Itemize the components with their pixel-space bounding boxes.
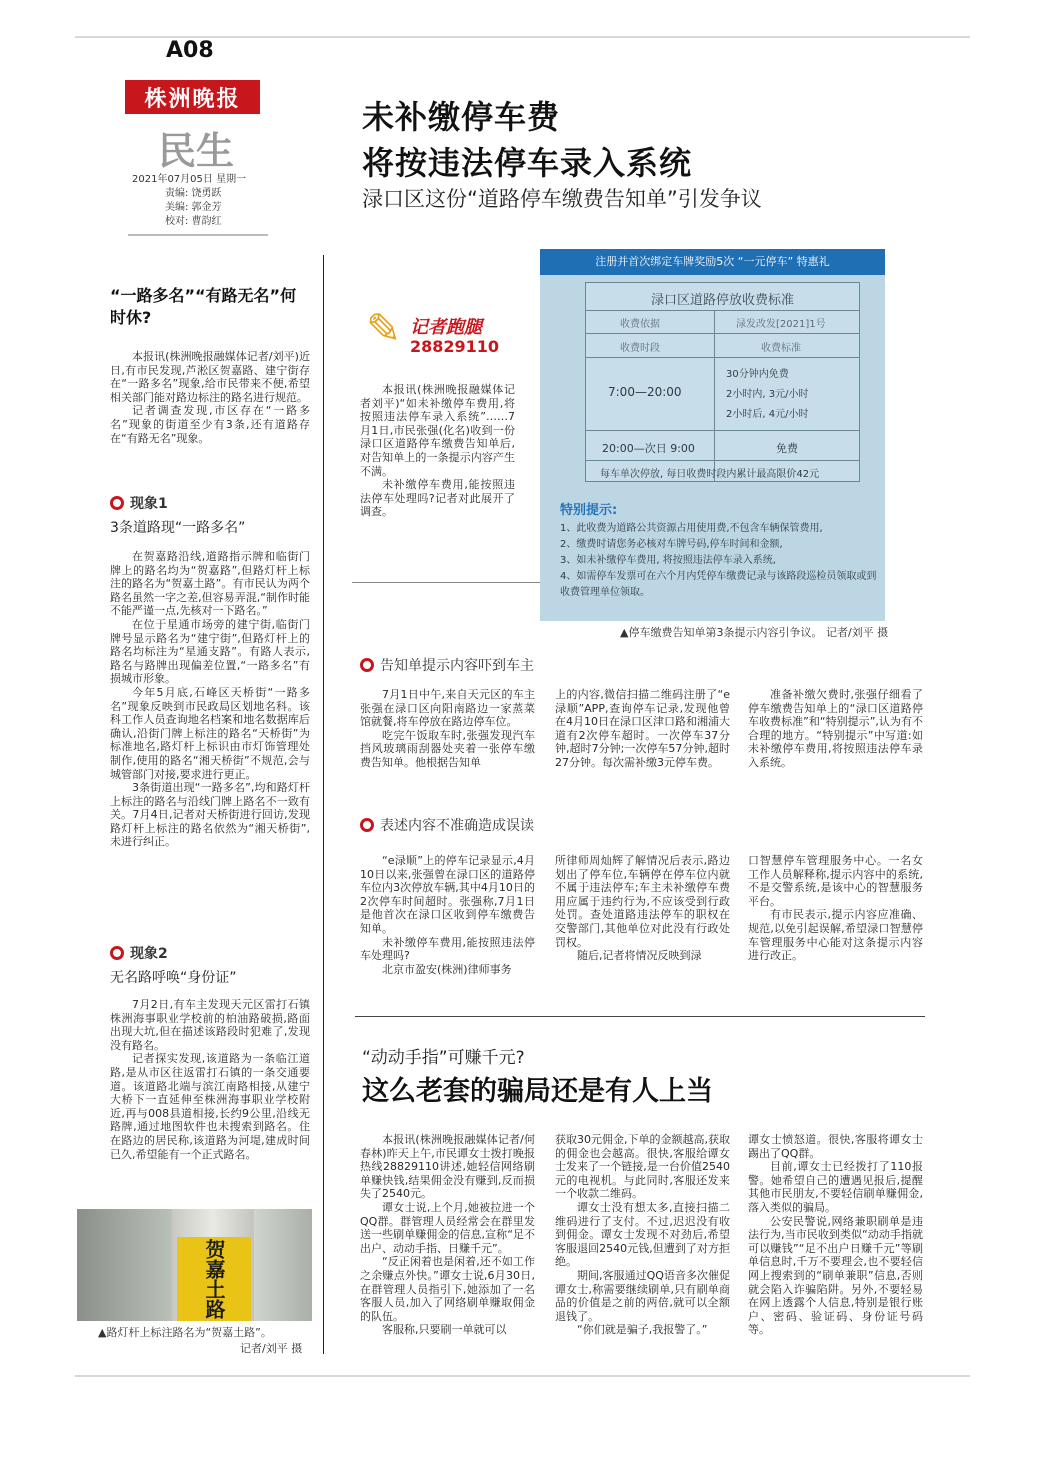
notice-photo-caption: ▲停车缴费告知单第3条提示内容引争议。 记者/刘平 摄 xyxy=(620,626,889,639)
fee-day-time: 7:00—20:00 xyxy=(608,385,682,399)
section-2-col-2 xyxy=(555,854,730,963)
bot-c3-p2: 目前,谭女士已经拨打了110报警。她希望自己的遭遇见报后,提醒其他市民朋友,不要轻信刷单赚佣金,落入类似的骗局。 xyxy=(748,1160,923,1214)
ph2-p1: 7月2日,有车主发现天元区雷打石镇株洲海事职业学校前的柏油路破损,路面出现大坑,但在描述该路段时犯难了,发现没有路名。 xyxy=(110,998,310,1052)
staff-designer: 美编: 郭金芳 xyxy=(165,202,222,213)
fee-table-title: 渌口区道路停放收费标准 xyxy=(650,293,794,308)
fee-col-line xyxy=(714,310,715,482)
phenomenon-2-title: 无名路呼唤“身份证” xyxy=(110,970,237,986)
section-2-col-1 xyxy=(360,854,535,976)
red-circle-icon xyxy=(360,818,374,832)
phenomenon-2-label: 现象2 xyxy=(130,946,168,962)
ph1-p4: 3条街道出现“一路多名”,均和路灯杆上标注的路名与沿线门牌上路名不一致有关。7月4日,记者对天桥街进行回访,发现路灯杆上标注的路名依然为“湘天桥街”,未进行纠正。 xyxy=(110,781,310,849)
notice-banner-text: 注册并首次绑定车牌奖励5次 “一元停车” 特惠礼 xyxy=(595,255,830,268)
sec1-c3-p1: 准备补缴欠费时,张强仔细看了停车缴费告知单上的“渌口区道路停车收费标准”和“特别提示”,认为有不合理的地方。“特别提示”中写道:如未补缴停车费用,将按照违法停车录入系统。 xyxy=(748,688,923,769)
left-intro xyxy=(110,350,310,445)
phenomenon-1-label: 现象1 xyxy=(130,496,168,512)
tip-1: 1、此收费为道路公共资源占用使用费,不包含车辆保管费用, xyxy=(560,523,823,534)
hotline-label: 记者跑腿 xyxy=(410,317,482,338)
bot-c2-p4: “你们就是骗子,我报警了。” xyxy=(577,1323,708,1337)
sec2-c1-p1: “e渌顺”上的停车记录显示,4月10日以来,张强曾在渌口区的道路停车位内3次停放车辆,其中4月10日的2次停车时间超时。张强称,7月1日是他首次在渌口区收到停车缴费告知单。 xyxy=(360,854,535,935)
fee-row-line-1 xyxy=(586,310,859,311)
left-intro-p1: 本报讯(株洲晚报融媒体记者/刘平)近日,有市民发现,芦淞区贺嘉路、建宁街存在“一路多名”现象,给市民带来不便,希望相关部门能对路边标注的路名进行规范。 xyxy=(110,350,310,404)
phenomenon-2-text xyxy=(110,998,310,1161)
ph2-p2: 记者探实发现,该道路为一条临江道路,是从市区往返雷打石镇的一条交通要道。该道路北端与滨江南路相接,从建宁大桥下一直延伸至株洲海事职业学校附近,再与008县道相接,长约9公里,沿线无路牌,通过地图软件也未搜索到路名。住在路边的居民称,该道路为河堤,建成时间已久,希望能有一个正式路名。 xyxy=(110,1052,310,1161)
fee-std-label: 收费标准 xyxy=(761,343,801,354)
sec2-c1-p2: 未补缴停车费用,能按照违法停车处理吗? xyxy=(360,935,535,963)
sec2-c2-p1: 所律师周灿辉了解情况后表示,路边划出了停车位,车辆停在停车位内就不属于违法停车;车主未补缴停车费用应属于违约行为,不应该受到行政处罚。查处道路违法停车的职权在交警部门,其他单位对此没有行政处罚权。 xyxy=(555,854,730,949)
section-1-col-3 xyxy=(748,688,923,770)
fee-night-time: 20:00—次日 9:00 xyxy=(602,442,695,455)
sec2-c3-p2: 有市民表示,提示内容应准确、规范,以免引起误解,希望渌口智慧停车管理服务中心能对这条提示内容进行改正。 xyxy=(748,908,923,963)
fee-basis-value: 渌发改发[2021]1号 xyxy=(736,319,826,330)
main-headline-2: 将按违法停车录入系统 xyxy=(362,144,693,182)
bottom-col-2 xyxy=(555,1133,730,1337)
section-1-title: 告知单提示内容吓到车主 xyxy=(380,658,534,674)
section-name: 民生 xyxy=(158,128,235,173)
sec1-c1-p1: 7月1日中午,来自天元区的车主张强在渌口区向阳南路边一家蒸菜馆就餐,将车停放在路边停车位。 xyxy=(360,688,535,729)
road-sign-text: 贺嘉土路 xyxy=(202,1239,226,1319)
section-2-title: 表述内容不准确造成误读 xyxy=(380,818,534,834)
phenomenon-1-text xyxy=(110,550,310,849)
red-circle-icon xyxy=(110,946,124,960)
road-sign-band xyxy=(177,1237,251,1321)
main-intro-p2: 未补缴停车费用,能按照违法停车处理吗?记者对此展开了调查。 xyxy=(360,478,515,519)
hotline-number: 28829110 xyxy=(410,337,500,356)
section-2-heading xyxy=(360,815,534,835)
column-divider xyxy=(323,255,324,1354)
bot-c1-p3: “反正闲着也是闲着,还不如工作之余赚点外快。”谭女士说,6月30日,在群管理人员指引下,她添加了一名客服人员,加入了网络刷单赚取佣金的队伍。 xyxy=(360,1255,535,1323)
sec2-c3-p1: 口智慧停车管理服务中心。一名女工作人员解释称,提示内容中的系统,不是交警系统,是该中心的智慧服务平台。 xyxy=(748,854,923,908)
lamp-photo-credit: 记者/刘平 摄 xyxy=(240,1342,303,1355)
main-subheadline: 渌口区这份“道路停车缴费告知单”引发争议 xyxy=(362,187,762,211)
lamp-photo-caption: ▲路灯杆上标注路名为“贺嘉土路”。 xyxy=(98,1326,272,1339)
bottom-col-3 xyxy=(748,1133,923,1337)
bot-c3-p3: 公安民警说,网络兼职刷单是违法行为,当市民收到类似“动动手指就可以赚钱”“足不出户日赚千元”等刷单信息时,千万不要理会,也不要轻信网上搜索到的“刷单兼职”信息,否则就会陷入诈骗陷阱。另外,不要轻易在网上透露个人信息,特别是银行账户、密码、验证码、身份证号码等。 xyxy=(748,1214,923,1337)
bottom-col-1 xyxy=(360,1133,535,1337)
main-headline-1: 未补缴停车费 xyxy=(362,98,561,136)
masthead-rule xyxy=(128,234,268,236)
fee-night-std: 免费 xyxy=(776,442,798,455)
section-1-col-2 xyxy=(555,688,730,770)
red-circle-icon xyxy=(360,658,374,672)
sec2-c1-p3: 北京市盈安(株洲)律师事务 xyxy=(382,962,512,976)
tip-3: 3、如未补缴停车费用, 将按照违法停车录入系统, xyxy=(560,555,776,566)
phenomenon-1-title: 3条道路现“一路多名” xyxy=(110,520,246,536)
bot-c1-p2: 谭女士说,上个月,她被拉进一个QQ群。群管理人员经常会在群里发送一些刷单赚佣金的信息,宣称“足不出户、动动手指、日赚千元”。 xyxy=(360,1200,535,1255)
tips-title: 特别提示: xyxy=(560,503,618,518)
section-1-heading xyxy=(360,655,534,675)
tips-list xyxy=(560,521,878,601)
main-intro-p1: 本报讯(株洲晚报融媒体记者刘平)“如未补缴停车费用,将按照违法停车录入系统”……7月1日,市民张强(化名)收到一份渌口区道路停车缴费告知单后,对告知单上的一条提示内容产生不满。 xyxy=(360,383,515,478)
bottom-article-rule xyxy=(355,1016,925,1017)
tip-2: 2、缴费时请您务必核对车牌号码,停车时间和金额, xyxy=(560,539,783,550)
fee-cap: 每车单次停放, 每日收费时段内累计最高限价42元 xyxy=(600,469,820,480)
phenomenon-1-tag xyxy=(110,493,168,513)
lamp-post-photo xyxy=(77,1209,312,1321)
staff-proofreader: 校对: 曹韵红 xyxy=(165,216,222,227)
bot-c1-p1: 本报讯(株洲晚报融媒体记者/何春林)昨天上午,市民谭女士拨打晚报热线28829110讲述,她轻信网络刷单赚快钱,结果佣金没有赚到,反而损失了2540元。 xyxy=(360,1133,535,1201)
tip-4: 4、如需停车发票可在六个月内凭停车缴费记录与该路段巡检员领取或到收费管理单位领取。 xyxy=(560,571,877,598)
fee-day-std-2: 2小时内, 3元/小时 xyxy=(726,389,809,400)
hotline-badge xyxy=(366,303,516,363)
left-title: “一路多名”“有路无名”何时休? xyxy=(110,286,297,327)
speech-tail xyxy=(352,555,540,583)
ph1-p2: 在位于星通市场旁的建宁街,临街门牌号显示路名为“建宁街”,但路灯杆上的路名均标注为“星通支路”。有路人表示,路名与路牌出现偏差位置,“一路多名”有损城市形象。 xyxy=(110,617,310,686)
section-1-col-1 xyxy=(360,688,535,770)
fee-day-std-1: 30分钟内免费 xyxy=(726,369,789,380)
bot-c2-p3: 期间,客服通过QQ语音多次催促谭女士,称需要继续刷单,只有刷单商品的价值是之前的两倍,就可以全额退钱了。 xyxy=(555,1268,730,1323)
fee-row-line-2 xyxy=(586,333,859,334)
sec2-c2-p2: 随后,记者将情况反映到渌 xyxy=(577,949,702,963)
bot-c3-p1: 谭女士愤怒道。很快,客服将谭女士踢出了QQ群。 xyxy=(748,1133,923,1160)
phenomenon-2-tag xyxy=(110,943,168,963)
fee-day-std-3: 2小时后, 4元/小时 xyxy=(726,409,809,420)
sec1-c2-p1: 上的内容,微信扫描二维码注册了“e渌顺”APP,查询停车记录,发现他曾在4月10日在渌口区津口路和湘浦大道有2次停车超时。一次停车37分钟,超时7分钟;一次停车57分钟,超时27分钟。每次需补缴3元停车费。 xyxy=(555,688,730,769)
fee-time-label: 收费时段 xyxy=(620,343,660,354)
bot-c2-p1: 获取30元佣金,下单的金额越高,获取的佣金也会越高。很快,客服给谭女士发来了一个链接,是一台价值2540元的电视机。与此同时,客服还发来一个收款二维码。 xyxy=(555,1133,730,1201)
bottom-kicker: “动动手指”可赚千元? xyxy=(362,1048,525,1068)
bottom-rule xyxy=(75,1375,970,1377)
bot-c2-p2: 谭女士没有想太多,直接扫描二维码进行了支付。不过,迟迟没有收到佣金。谭女士发现不对劲后,希望客服退回2540元钱,但遭到了对方拒绝。 xyxy=(555,1200,730,1269)
section-2-col-3 xyxy=(748,854,923,963)
main-intro xyxy=(360,383,515,519)
page-number: A08 xyxy=(166,38,214,63)
bottom-headline: 这么老套的骗局还是有人上当 xyxy=(362,1076,713,1107)
ph1-p3: 今年5月底,石峰区天桥街“一路多名”现象反映到市民政局区划地名科。该科工作人员查询地名档案和地名数据库后确认,沿街门牌上标注的路名“天桥街”为标准地名,路灯杆上标识由市灯饰管理处制作,使用的路名“湘天桥街”不规范,会与城管部门对接,要求进行更正。 xyxy=(110,685,310,781)
red-circle-icon xyxy=(110,496,124,510)
fee-row-line-4 xyxy=(586,430,859,431)
staff-editor: 责编: 饶勇跃 xyxy=(165,188,222,199)
bot-c1-p4: 客服称,只要刷一单就可以 xyxy=(382,1323,507,1337)
left-intro-p2: 记者调查发现,市区存在“一路多名”现象的街道至少有3条,还有道路存在“有路无名”现象。 xyxy=(110,404,310,445)
runner-icon: ✎ xyxy=(366,304,402,353)
fee-table xyxy=(585,282,860,482)
notice-photo xyxy=(540,249,885,621)
fee-row-line-5 xyxy=(586,460,859,461)
paper-logo-text: 株洲晚报 xyxy=(144,85,241,112)
ph1-p1: 在贺嘉路沿线,道路指示牌和临街门牌上的路名均为“贺嘉路”,但路灯杆上标注的路名为“贺嘉土路”。有市民认为两个路名虽然一字之差,但容易弄混,“制作时能不能严谨一点,先核对一下路名。” xyxy=(110,550,310,618)
sec1-c1-p2: 吃完午饭取车时,张强发现汽车挡风玻璃雨刮器处夹着一张停车缴费告知单。他根据告知单 xyxy=(360,728,535,769)
notice-banner xyxy=(540,249,885,275)
fee-row-line-3 xyxy=(586,357,859,358)
fee-basis-label: 收费依据 xyxy=(620,319,660,330)
date-line: 2021年07月05日 星期一 xyxy=(132,174,247,185)
paper-logo xyxy=(125,80,260,114)
